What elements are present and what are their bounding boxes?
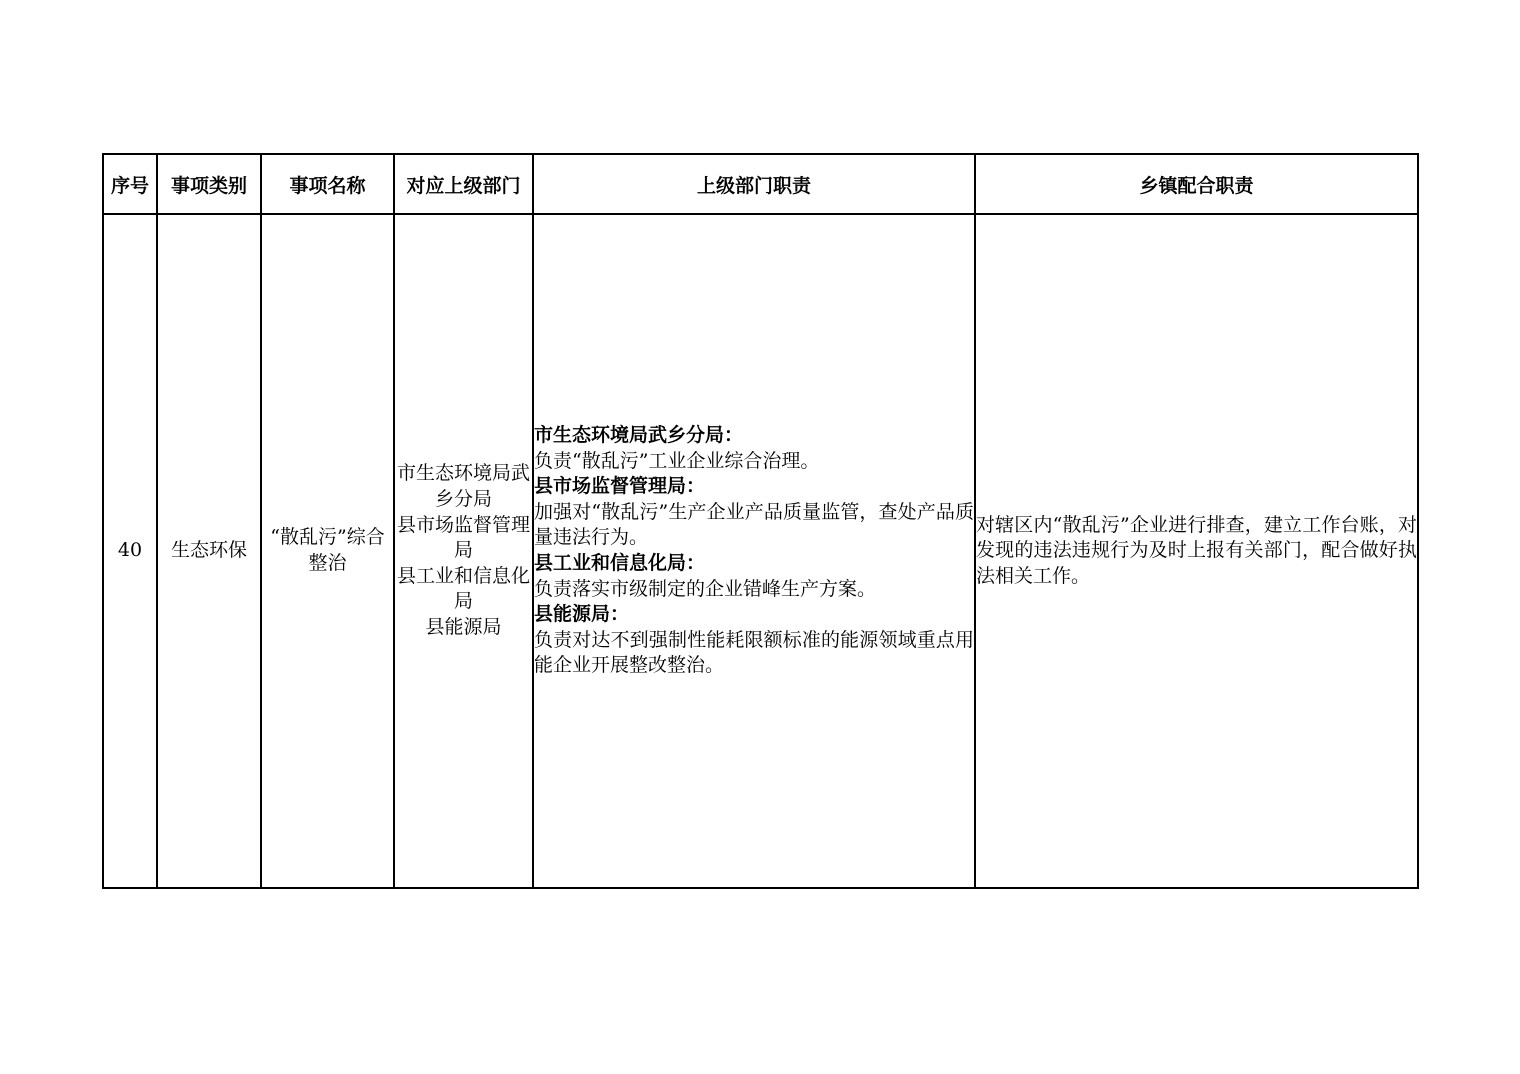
cell-name: “散乱污”综合整治 xyxy=(261,214,394,888)
header-town-duty: 乡镇配合职责 xyxy=(975,154,1418,214)
duty-heading: 县能源局： xyxy=(534,603,630,626)
duty-text: 加强对“散乱污”生产企业产品质量监管，查处产品质量违法行为。 xyxy=(534,500,974,549)
duty-heading: 市生态环境局武乡分局： xyxy=(534,424,744,447)
dept-line: 市生态环境局武乡分局 xyxy=(396,462,530,511)
header-dept-duty: 上级部门职责 xyxy=(533,154,975,214)
cell-dept-duties xyxy=(533,214,975,888)
table-row xyxy=(103,214,1418,888)
cell-no: 40 xyxy=(103,214,157,888)
dept-line: 县能源局 xyxy=(425,615,502,638)
header-row xyxy=(103,154,1418,214)
cell-category: 生态环保 xyxy=(157,214,261,888)
town-duty-text: 对辖区内“散乱污”企业进行排查，建立工作台账，对发现的违法违规行为及时上报有关部门，配合做好执法相关工作。 xyxy=(976,513,1417,587)
cell-depts xyxy=(394,214,533,888)
duty-text: 负责对达不到强制性能耗限额标准的能源领域重点用能企业开展整改整治。 xyxy=(534,628,974,677)
header-no: 序号 xyxy=(103,154,157,214)
cell-town-duty xyxy=(975,214,1418,888)
duty-heading: 县工业和信息化局： xyxy=(534,552,706,574)
dept-line: 县市场监督管理局 xyxy=(396,513,530,562)
header-dept: 对应上级部门 xyxy=(394,154,533,214)
header-category: 事项类别 xyxy=(157,154,261,214)
duty-heading: 县市场监督管理局： xyxy=(534,475,706,498)
dept-line: 县工业和信息化局 xyxy=(396,564,530,613)
duty-text: 负责“散乱污”工业企业综合治理。 xyxy=(534,449,820,472)
duty-table xyxy=(102,153,1419,889)
duty-text: 负责落实市级制定的企业错峰生产方案。 xyxy=(534,577,877,600)
header-name: 事项名称 xyxy=(261,154,394,214)
